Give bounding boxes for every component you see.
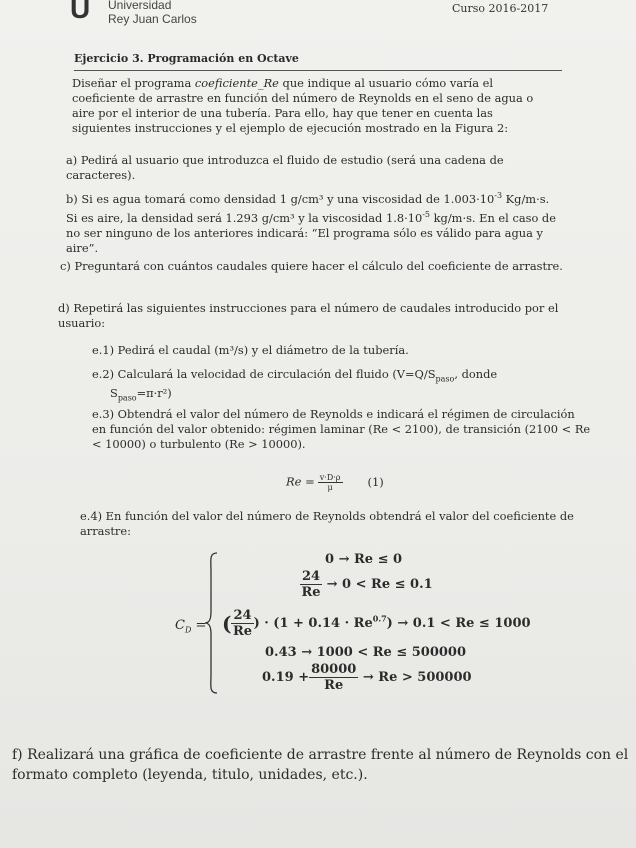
program-name: coeficiente_Re <box>194 76 279 90</box>
drag-coefficient-label <box>175 618 206 635</box>
case-5-fraction <box>309 662 358 693</box>
eq-lhs: Re = <box>286 474 315 489</box>
item-e2-text-1: e.2) Calculará la velocidad de circulación del fluido (V=Q/S <box>92 367 436 381</box>
item-b-exp-1: -3 <box>494 191 503 200</box>
item-e2-sub: paso <box>435 374 455 384</box>
case-3-rest: ) → 0.1 < Re ≤ 1000 <box>386 616 531 631</box>
item-d: d) Repetirá las siguientes instrucciones para el número de caudales introducido por el usuario: <box>58 301 559 330</box>
case-2 <box>300 569 433 600</box>
cd-equals: = <box>191 618 207 633</box>
case-2-num: 24 <box>302 569 321 584</box>
case-3-den: Re <box>232 624 253 639</box>
course-label: Curso 2016-2017 <box>452 2 549 15</box>
eq-number: (1) <box>367 474 384 489</box>
item-e2-sub-2: paso <box>117 393 137 403</box>
case-5-den: Re <box>324 678 344 693</box>
cases-brace <box>204 552 218 694</box>
university-line1: Universidad <box>108 0 172 12</box>
title-rule <box>74 70 562 71</box>
eq-numerator: v·D·ρ <box>319 473 341 482</box>
case-2-fraction <box>300 569 322 600</box>
case-5-pre: 0.19 + <box>262 670 310 685</box>
item-b-exp-2: -5 <box>422 209 430 219</box>
item-e2-text-3: S <box>110 386 118 401</box>
item-b <box>66 188 558 256</box>
case-2-den: Re <box>301 585 321 600</box>
item-e2-text-4: =π·r²) <box>136 386 172 401</box>
cd-symbol: C <box>175 618 185 633</box>
university-name <box>108 0 197 26</box>
case-3-fraction <box>231 608 253 639</box>
intro-paragraph <box>72 76 552 136</box>
eq-fraction <box>318 473 343 492</box>
intro-text-2: que indique al usuario cómo varía el coeficiente de arrastre en función del número de Reynolds en el seno de agua o aire por el interior de una tubería. Para ello, hay que tener en cuenta las siguientes instrucciones y el ejemplo de ejecución mostrado en la Figura 2: <box>72 76 534 135</box>
item-a: a) Pedirá al usuario que introduzca el fluido de estudio (será una cadena de caracteres). <box>66 153 504 182</box>
intro-text-1: Diseñar el programa <box>72 76 195 90</box>
university-logo: U <box>70 0 91 24</box>
case-5-rest: → Re > 500000 <box>358 670 472 685</box>
case-3-mid: ) · (1 + 0.14 · Re <box>253 616 373 631</box>
case-1: 0 → Re ≤ 0 <box>325 552 403 567</box>
reynolds-equation <box>286 473 384 492</box>
case-3-exp: 0.7 <box>372 613 387 624</box>
item-f: f) Realizará una gráfica de coeficiente de arrastre frente al número de Reynolds con el formato completo (leyenda, titulo, unidades, etc.). <box>12 747 629 783</box>
item-b-text-1: b) Si es agua tomará como densidad 1 g/cm³ y una viscosidad de 1.003·10 <box>66 191 495 206</box>
case-3-open: ( <box>222 611 232 636</box>
case-5 <box>262 662 472 693</box>
item-e2 <box>92 367 572 406</box>
case-3-num: 24 <box>233 608 252 623</box>
item-b-text-2: Kg/m·s. Si es aire, la densidad será 1.293 g/cm³ y la viscosidad 1.8·10 <box>66 191 550 225</box>
item-e2-text-2: , donde <box>454 367 498 381</box>
item-e1: e.1) Pedirá el caudal (m³/s) y el diámetro de la tubería. <box>92 343 409 357</box>
item-b-text-3: kg/m·s. En el caso de no ser ninguno de los anteriores indicará: “El programa sólo es válido para agua y aire”. <box>66 210 556 255</box>
exercise-title: Ejercicio 3. Programación en Octave <box>74 52 299 65</box>
university-line2: Rey Juan Carlos <box>108 12 197 26</box>
eq-denominator: μ <box>327 483 333 492</box>
cd-subscript: D <box>184 625 192 635</box>
case-3 <box>222 608 531 639</box>
item-c: c) Preguntará con cuántos caudales quiere hacer el cálculo del coeficiente de arrastre. <box>60 259 563 273</box>
case-2-rest: → 0 < Re ≤ 0.1 <box>322 577 433 592</box>
case-4: 0.43 → 1000 < Re ≤ 500000 <box>265 645 467 660</box>
case-5-num: 80000 <box>311 662 357 677</box>
item-e3: e.3) Obtendrá el valor del número de Reynolds e indicará el régimen de circulación en función del valor obtenido: régimen laminar (Re < 2100), de transición (2100 < Re < 10000) o turbulento (Re > 10000). <box>92 407 591 451</box>
item-e4: e.4) En función del valor del número de Reynolds obtendrá el valor del coeficiente de arrastre: <box>80 509 574 538</box>
